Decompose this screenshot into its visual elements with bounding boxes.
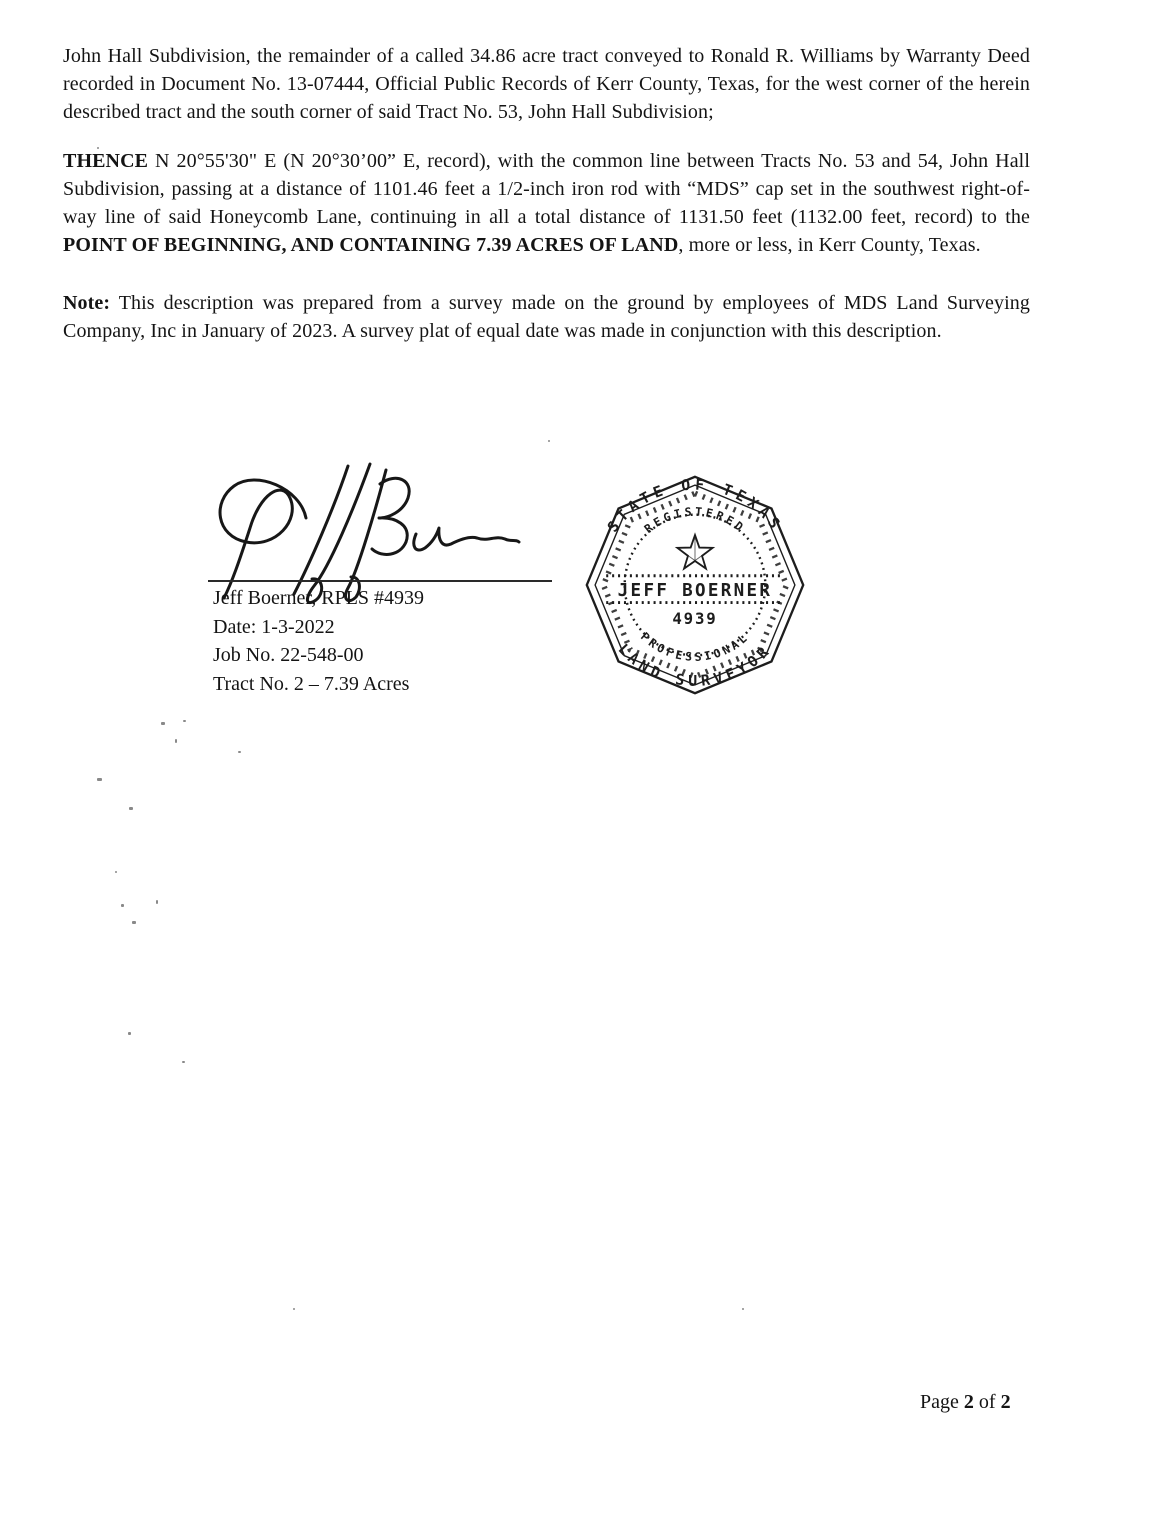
footer-prefix: Page xyxy=(920,1391,964,1413)
body-text xyxy=(63,42,1030,345)
seal-license-number: 4939 xyxy=(672,608,718,628)
surveyor-name-line: Jeff Boerner, RPLS #4939 xyxy=(213,587,425,609)
thence-body-text: N 20°55'30" E (N 20°30’00” E, record), with the common line between Tracts No. 53 and 54, John Hall Subdivision, passing at a distance of 1101.46 feet a 1/2-inch iron rod with “MDS” cap set in the southwest right-of-way line of said Honeycomb Lane, continuing in all a total distance of 1131.50 feet (1132.00 feet, record) to the xyxy=(63,150,1030,228)
seal-surveyor-name: JEFF BOERNER xyxy=(617,581,773,602)
thence-keyword: THENCE xyxy=(63,150,149,172)
seal-professional-text: PROFESSIONAL xyxy=(638,629,752,664)
seal-land-surveyor-text: LAND SURVEYOR xyxy=(614,640,776,690)
note-label: Note: xyxy=(63,292,111,314)
signature-line xyxy=(208,580,552,582)
paragraph-thence-call xyxy=(63,147,1030,259)
date-line: Date: 1-3-2022 xyxy=(213,615,335,638)
tract-line: Tract No. 2 – 7.39 Acres xyxy=(213,672,410,695)
job-number-line: Job No. 22-548-00 xyxy=(213,644,364,666)
paragraph-deed-description xyxy=(63,42,1030,126)
footer-middle: of xyxy=(973,1391,1001,1413)
point-of-beginning-text: POINT OF BEGINNING, AND CONTAINING 7.39 ACRES OF LAND xyxy=(63,234,679,256)
signature-block xyxy=(213,584,424,698)
seal-registered-text: REGISTERED xyxy=(641,504,749,536)
deed-text: John Hall Subdivision, the remainder of a called 34.86 acre tract conveyed to Ronald R. Williams by Warranty Deed recorded in Document No. 13-07444, Official Public Records of Kerr County, Texas, for the west corner of the herein described tract and the south corner of said Tract No. 53, John Hall Subdivision; xyxy=(63,45,1030,123)
footer-current-page: 2 xyxy=(963,1391,974,1413)
seal-state-of-texas-text: STATE OF TEXAS xyxy=(604,476,786,536)
surveyor-seal xyxy=(584,466,806,704)
note-text: This description was prepared from a survey made on the ground by employees of MDS Land Surveying Company, Inc in January of 2023. A survey plat of equal date was made in conjunction with this description. xyxy=(63,292,1030,342)
footer-total-pages: 2 xyxy=(1000,1391,1011,1413)
thence-closing-text: , more or less, in Kerr County, Texas. xyxy=(678,234,981,256)
paragraph-note xyxy=(63,289,1030,345)
page-footer xyxy=(920,1391,1011,1414)
